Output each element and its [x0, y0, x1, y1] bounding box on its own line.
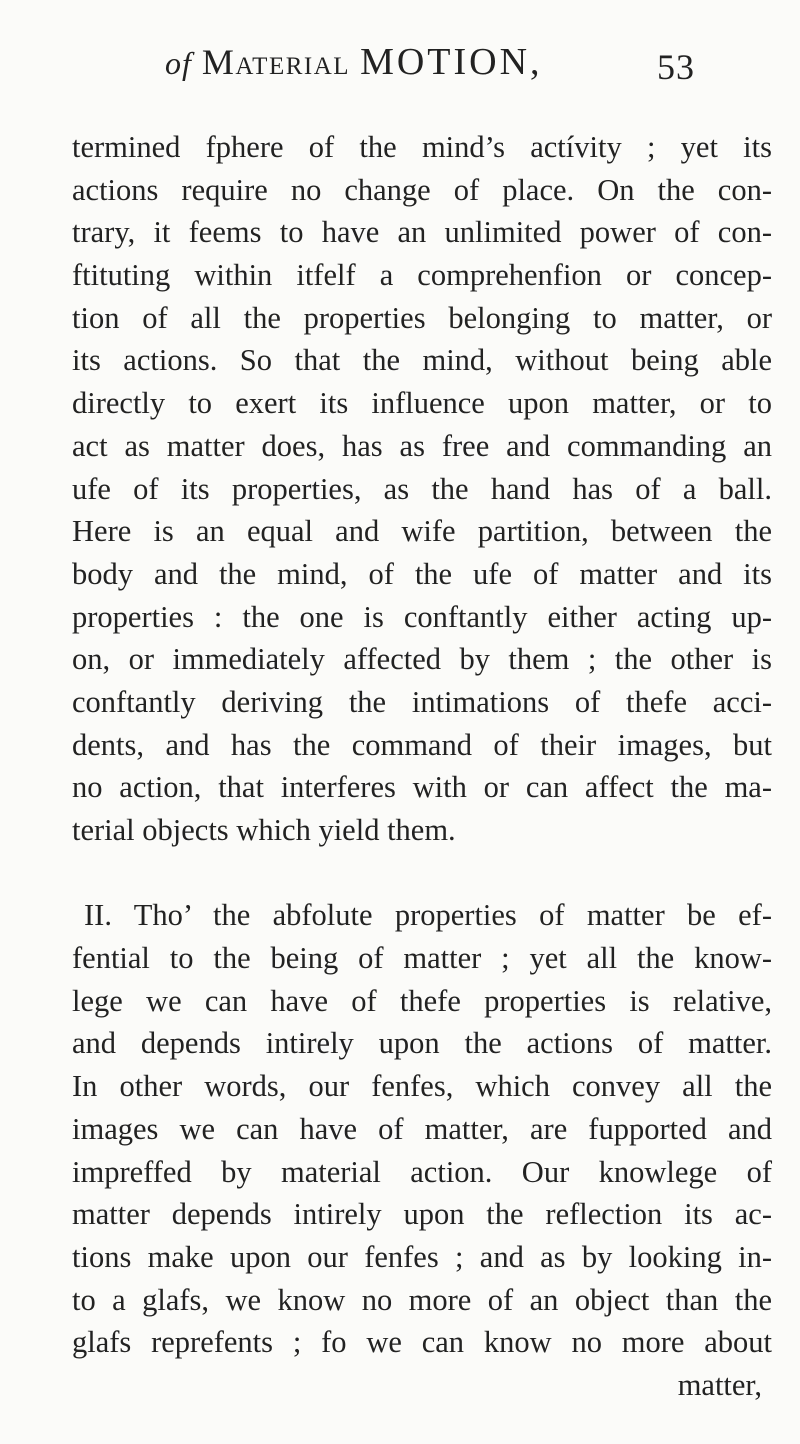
- text-line: and depends intirely upon the actions of matter.: [72, 1026, 772, 1061]
- paragraph-gap: [72, 852, 772, 895]
- text-line: directly to exert its influence upon matter, or to: [72, 386, 772, 421]
- text-line: tions make upon our fenfes ; and as by looking in-: [72, 1239, 772, 1274]
- text-line: Here is an equal and wife partition, between the: [72, 514, 772, 549]
- body-text: [72, 126, 772, 1407]
- header-title-material: Material: [201, 42, 351, 82]
- text-line: impreffed by material action. Our knowlege of: [72, 1154, 772, 1189]
- text-line: body and the mind, of the ufe of matter and its: [72, 556, 772, 591]
- header-title-motion: MOTION,: [360, 41, 543, 83]
- text-line: dents, and has the command of their images, but: [72, 727, 772, 762]
- text-line: trary, it feems to have an unlimited power of con-: [72, 215, 772, 250]
- text-line: In other words, our fenfes, which convey all the: [72, 1069, 772, 1104]
- text-line: act as matter does, has as free and commanding an: [72, 428, 772, 463]
- text-line: tion of all the properties belonging to matter, or: [72, 300, 772, 335]
- text-line: lege we can have of thefe properties is relative,: [72, 983, 772, 1018]
- text-line: terial objects which yield them.: [72, 813, 456, 847]
- text-line: its actions. So that the mind, without being able: [72, 343, 772, 378]
- text-line: properties : the one is conftantly either acting up-: [72, 599, 772, 634]
- text-line: matter depends intirely upon the reflection its ac-: [72, 1197, 772, 1232]
- text-line: on, or immediately affected by them ; the other is: [72, 642, 772, 677]
- paragraph-2: [72, 894, 772, 1364]
- text-line: ufe of its properties, as the hand has of a ball.: [72, 471, 772, 506]
- page-number: 53: [657, 47, 695, 87]
- text-line: ftituting within itfelf a comprehenfion or concep-: [72, 258, 772, 293]
- text-line: II. Tho’ the abfolute properties of matter be ef-: [84, 898, 772, 933]
- text-line: conftantly deriving the intimations of thefe acci-: [72, 684, 772, 719]
- running-header: [165, 40, 765, 100]
- text-line: actions require no change of place. On the con-: [72, 172, 772, 207]
- text-line: fential to the being of matter ; yet all the know-: [72, 941, 772, 976]
- paragraph-1: [72, 126, 772, 852]
- text-line: images we can have of matter, are fupported and: [72, 1111, 772, 1146]
- text-line: glafs reprefents ; fo we can know no more about: [72, 1325, 772, 1360]
- text-line: termined fphere of the mind’s actívity ; yet its: [72, 130, 772, 164]
- text-line: no action, that interferes with or can affect the ma-: [72, 770, 772, 805]
- catchword: matter,: [677, 1367, 762, 1402]
- header-of: of: [165, 45, 192, 81]
- text-line: to a glafs, we know no more of an object than the: [72, 1282, 772, 1317]
